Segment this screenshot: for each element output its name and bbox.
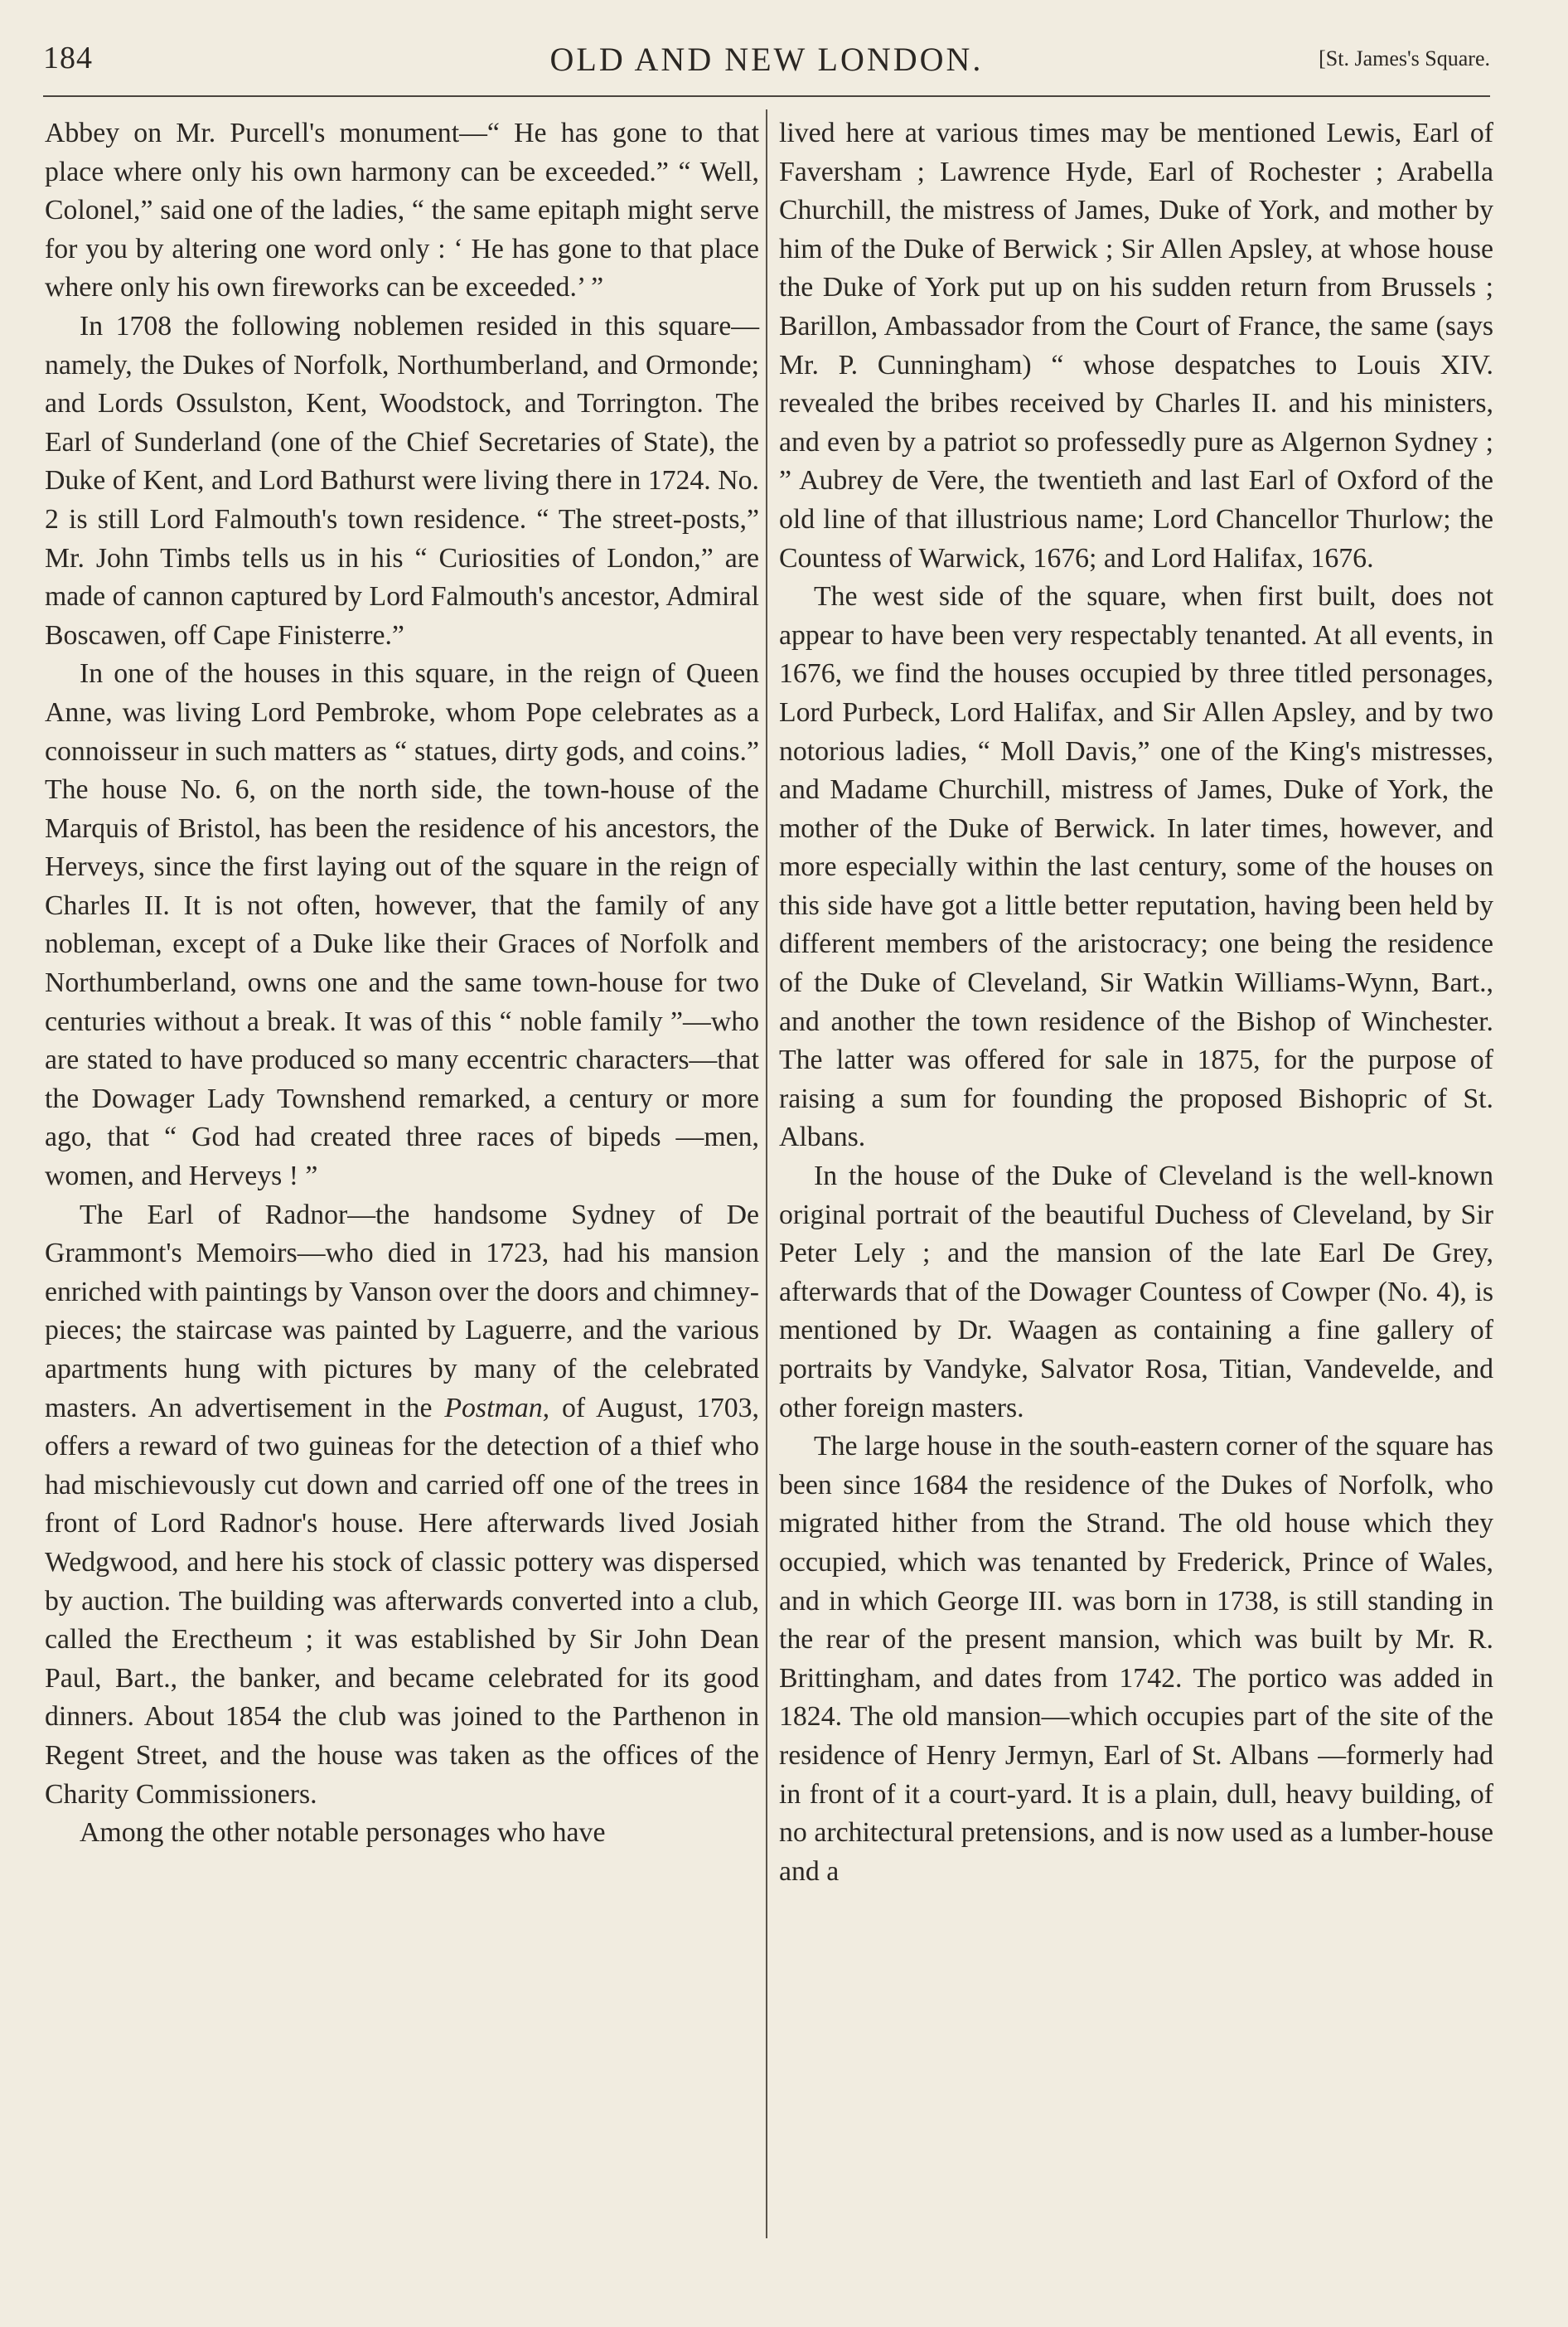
header-rule xyxy=(43,95,1490,97)
text-run: lived here at various times may be mentioned Lewis, Earl of Faversham ; Lawrence Hyde, Earl of Rochester ; Arabella Churchill, the mistress of James, Duke of York, and mother by him of the Duke of Berwick ; Sir Allen Apsley, at whose house the Duke of York put up on his sudden return from Brussels ; Barillon, Ambassador from the Court of France, the same (says Mr. P. Cunningham) “ whose despatches to Louis XIV. revealed the bribes received by Charles II. and his ministers, and even by a patriot so professedly pure as Algernon Sydney ; ” Aubrey de Vere, the twentieth and last Earl of Oxford of the old line of that illustrious name; Lord Chancellor Thurlow; the Countess of Warwick, 1676; and Lord Halifax, 1676. xyxy=(779,118,1493,574)
paragraph xyxy=(779,114,1493,578)
text-run: Among the other notable personages who have xyxy=(80,1817,606,1849)
page-header xyxy=(43,36,1490,86)
text-run: The west side of the square, when first built, does not appear to have been very respectably tenanted. At all events, in 1676, we find the houses occupied by three titled personages, Lord Purbeck, Lord Halifax, and Sir Allen Apsley, and by two notorious ladies, “ Moll Davis,” one of the King's mistresses, and Madame Churchill, mistress of James, Duke of York, the mother of the Duke of Berwick. In later times, however, and more especially within the last century, some of the houses on this side have got a little better reputation, having been held by different members of the aristocracy; one being the residence of the Duke of Cleveland, Sir Watkin Williams-Wynn, Bart., and another the town residence of the Bishop of Winchester. The latter was offered for sale in 1875, for the purpose of raising a sum for founding the proposed Bishopric of St. Albans. xyxy=(779,581,1493,1153)
text-run: In the house of the Duke of Cleveland is the well-known original portrait of the beautiful Duchess of Cleveland, by Sir Peter Lely ; and the mansion of the late Earl De Grey, afterwards that of the Dowager Countess of Cowper (No. 4), is mentioned by Dr. Waagen as containing a fine gallery of portraits by Vandyke, Salvator Rosa, Titian, Vandevelde, and other foreign masters. xyxy=(779,1161,1493,1423)
section-label: [St. James's Square. xyxy=(1319,46,1490,70)
text-run: of August, 1703, offers a reward of two guineas for the detection of a thief who had mischievously cut down and carried off one of the trees in front of Lord Radnor's house. Here afterwards lived Josiah Wedgwood, and here his stock of classic pottery was dispersed by auction. The building was afterwards converted into a club, called the Erectheum ; it was established by Sir John Dean Paul, Bart., the banker, and became celebrated for its good dinners. About 1854 the club was joined to the Parthenon in Regent Street, and the house was taken as the offices of the Charity Commissioners. xyxy=(45,1392,760,1810)
text-run: In one of the houses in this square, in the reign of Queen Anne, was living Lord Pembroke, whom Pope celebrates as a connoisseur in such matters as “ statues, dirty gods, and coins.” The house No. 6, on the north side, the town-house of the Marquis of Bristol, has been the residence of his ancestors, the Herveys, since the first laying out of the square in the reign of Charles II. It is not often, however, that the family of any nobleman, except of a Duke like their Graces of Norfolk and Northumberland, owns one and the same town-house for two centuries without a break. It was of this “ noble family ”—who are stated to have produced so many eccentric characters—that the Dowager Lady Townshend remarked, a century or more ago, that “ God had created three races of bipeds —men, women, and Herveys ! ” xyxy=(45,658,759,1192)
text-run: In 1708 the following noblemen resided in this square—namely, the Dukes of Norfolk, Northumberland, and Ormonde; and Lords Ossulston, Kent, Woodstock, and Torrington. The Earl of Sunderland (one of the Chief Secretaries of State), the Duke of Kent, and Lord Bathurst were living there in 1724. No. 2 is still Lord Falmouth's town residence. “ The street-posts,” Mr. John Timbs tells us in his “ Curiosities of London,” are made of cannon captured by Lord Falmouth's ancestor, Admiral Boscawen, off Cape Finisterre.” xyxy=(45,310,759,651)
text-run: The Earl of Radnor—the handsome Sydney of De Grammont's Memoirs—who died in 1723, had his mansion enriched with paintings by Vanson over the doors and chimney-pieces; the staircase was painted by Laguerre, and the various apartments hung with pictures by many of the celebrated masters. An advertisement in the xyxy=(45,1199,759,1423)
paragraph xyxy=(45,1814,759,1853)
paragraph xyxy=(779,578,1493,1157)
paragraph xyxy=(45,114,759,308)
paragraph xyxy=(779,1157,1493,1428)
left-column xyxy=(45,114,759,1853)
text-run: Abbey on Mr. Purcell's monument—“ He has gone to that place where only his own harmony can be exceeded.” “ Well, Colonel,” said one of the ladies, “ the same epitaph might serve for you by altering one word only : ‘ He has gone to that place where only his own fireworks can be exceeded.’ ” xyxy=(45,118,759,303)
paragraph xyxy=(45,655,759,1195)
paragraph xyxy=(45,1196,759,1815)
text-run: The large house in the south-eastern corner of the square has been since 1684 the residence of the Dukes of Norfolk, who migrated hither from the Strand. The old house which they occupied, which was tenanted by Frederick, Prince of Wales, and in which George III. was born in 1738, is still standing in the rear of the present mansion, which was built by Mr. R. Brittingham, and dates from 1742. The portico was added in 1824. The old mansion—which occupies part of the site of the residence of Henry Jermyn, Earl of St. Albans —formerly had in front of it a court-yard. It is a plain, dull, heavy building, of no architectural pretensions, and is now used as a lumber-house and a xyxy=(779,1431,1493,1887)
paragraph xyxy=(45,308,759,655)
page-number: 184 xyxy=(43,41,93,75)
running-title: OLD AND NEW LONDON. xyxy=(549,41,984,78)
paragraph xyxy=(779,1428,1493,1891)
italic-title: Postman, xyxy=(444,1392,550,1423)
right-column xyxy=(779,114,1493,1891)
column-divider xyxy=(766,109,767,2238)
